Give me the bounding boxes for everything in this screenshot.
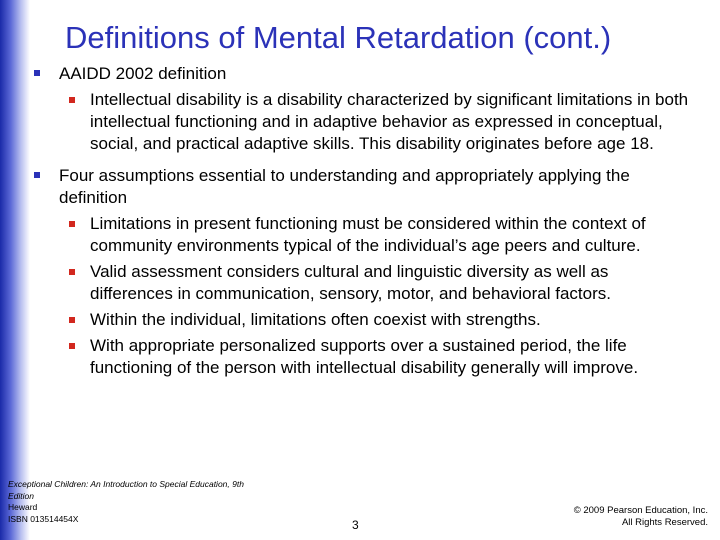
slide-title: Definitions of Mental Retardation (cont.) (65, 20, 612, 55)
bullet-aaidd-definition (34, 63, 694, 85)
copyright-line-2: All Rights Reserved. (621, 517, 708, 528)
sub-bullet-definition-text (56, 89, 694, 155)
sub-bullet-text: Intellectual disability is a disability characterized by significant limitations in both intellectual functioning and in adaptive behavior as expressed in conceptual, social, and practical adaptive skills. This disability originates before age 18. (90, 90, 689, 153)
square-bullet-icon (69, 97, 75, 103)
square-bullet-icon (69, 221, 75, 227)
square-bullet-icon (34, 172, 40, 178)
footer-book-title: Exceptional Children: An Introduction to Special Education, 9th Edition (8, 479, 244, 501)
page-number: 3 (352, 518, 359, 532)
footer-copyright (574, 505, 708, 529)
sub-bullet-assumption-3 (56, 309, 694, 331)
slide-content (34, 63, 694, 379)
bullet-text: Four assumptions essential to understanding and appropriately applying the definition (59, 166, 630, 207)
side-gradient-bar (0, 0, 30, 540)
square-bullet-icon (69, 269, 75, 275)
sub-bullet-text: Limitations in present functioning must be considered within the context of community environments typical of the individual’s age peers and culture. (90, 214, 646, 255)
footer-book-info (8, 479, 268, 525)
bullet-text: AAIDD 2002 definition (59, 64, 227, 83)
copyright-line-1: © 2009 Pearson Education, Inc. (573, 505, 708, 516)
sub-bullet-text: With appropriate personalized supports over a sustained period, the life functioning of the person with intellectual disability generally will improve. (90, 336, 639, 377)
square-bullet-icon (34, 70, 40, 76)
bullet-four-assumptions (34, 165, 694, 209)
square-bullet-icon (69, 317, 75, 323)
square-bullet-icon (69, 343, 75, 349)
sub-bullet-text: Valid assessment considers cultural and linguistic diversity as well as differences in communication, sensory, motor, and behavioral factors. (90, 262, 611, 303)
sub-bullet-text: Within the individual, limitations often coexist with strengths. (90, 310, 541, 329)
sub-bullet-assumption-1 (56, 213, 694, 257)
footer-isbn: ISBN 013514454X (8, 513, 79, 524)
footer-author: Heward (8, 502, 38, 512)
sub-bullet-assumption-2 (56, 261, 694, 305)
sub-bullet-assumption-4 (56, 335, 694, 379)
